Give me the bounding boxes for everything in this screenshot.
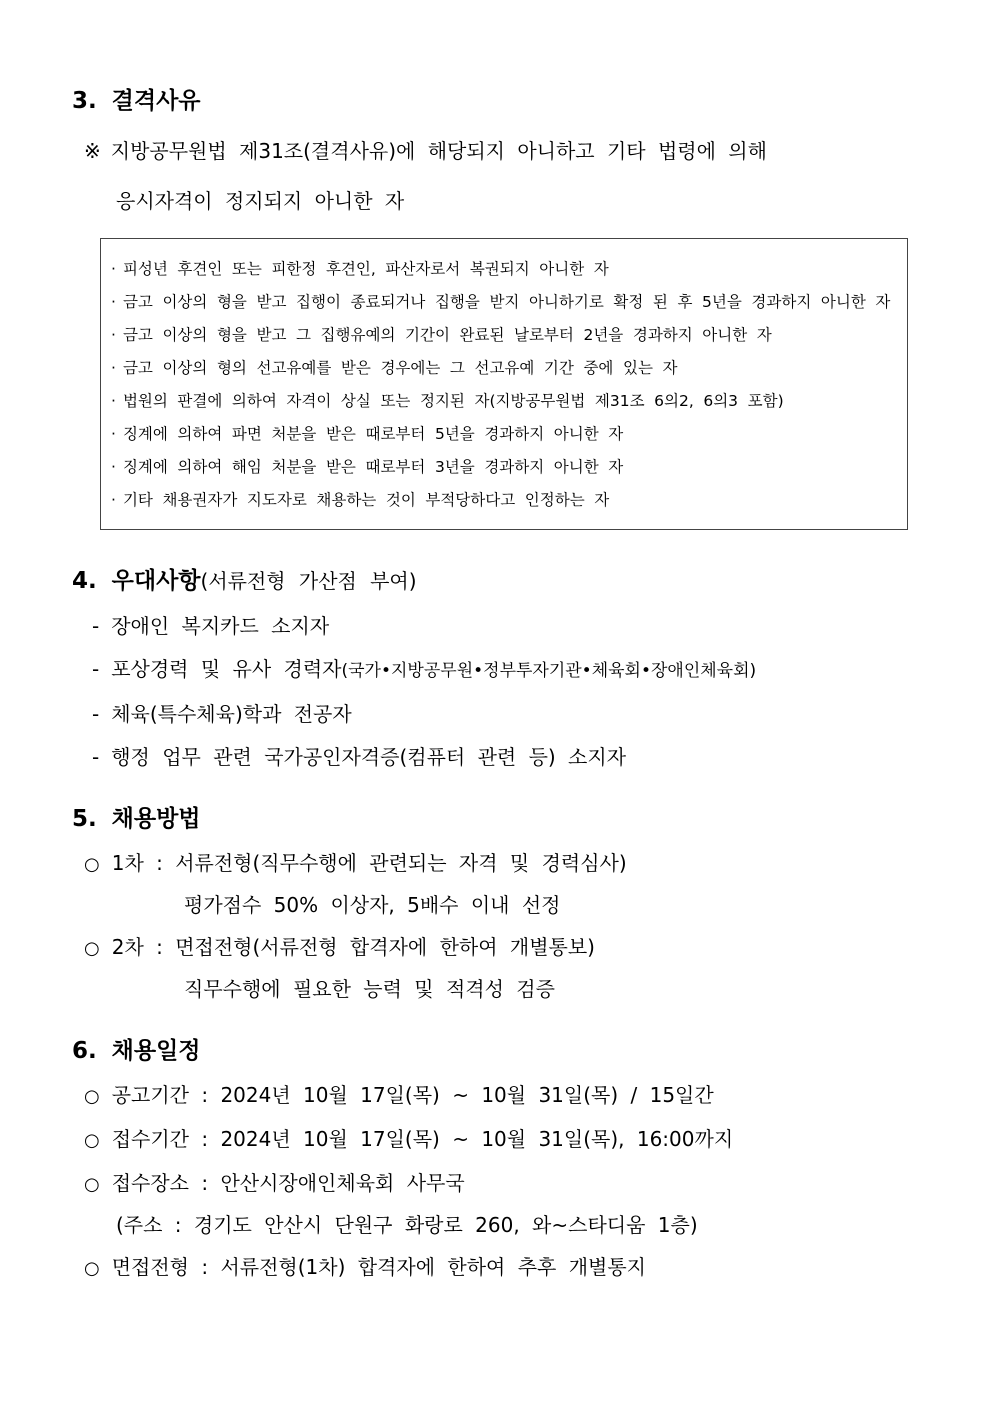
- circle-bullet-icon: ○: [84, 1174, 100, 1195]
- disqualification-item-text: 기타 채용권자가 지도자로 채용하는 것이 부적당하다고 인정하는 자: [122, 491, 610, 509]
- disqualification-item: [111, 253, 901, 286]
- dash-icon: -: [92, 745, 100, 769]
- circle-bullet-icon: ○: [84, 1130, 100, 1151]
- schedule-item-label: 접수기간 : 2024년 10월 17일(목) ~ 10월 31일(목), 16:00까지: [111, 1127, 734, 1151]
- circle-bullet-icon: ○: [84, 1258, 100, 1279]
- dash-icon: -: [92, 657, 100, 681]
- disqualification-box: [100, 238, 908, 530]
- section6-heading: 6. 채용일정: [72, 1038, 201, 1064]
- schedule-item: [72, 1170, 934, 1198]
- preference-item-paren: (국가•지방공무원•정부투자기관•체육회•장애인체육회): [341, 661, 757, 681]
- schedule-item-label: 면접전형 : 서류전형(1차) 합격자에 한하여 추후 개별통지: [111, 1255, 646, 1279]
- disqualification-item-text: 금고 이상의 형을 받고 그 집행유예의 기간이 완료된 날로부터 2년을 경과하지 아니한 자: [122, 326, 772, 344]
- dash-icon: -: [92, 614, 100, 638]
- schedule-item: [72, 1254, 934, 1282]
- disqualification-item: [111, 286, 901, 319]
- section3-heading: 3. 결격사유: [72, 88, 201, 114]
- schedule-item: [72, 1126, 934, 1154]
- section3-note-line1: [72, 136, 934, 166]
- bullet-dot-icon: ·: [111, 491, 116, 509]
- schedule-item-label: 공고기간 : 2024년 10월 17일(목) ~ 10월 31일(목) / 15일간: [111, 1083, 714, 1107]
- preference-item: [72, 656, 934, 684]
- preference-item-text: 행정 업무 관련 국가공인자격증(컴퓨터 관련 등) 소지자: [111, 745, 627, 769]
- circle-bullet-icon: ○: [84, 854, 100, 875]
- reference-mark-icon: ※: [84, 139, 101, 163]
- recruitment-round-label: 1차 : 서류전형(직무수행에 관련되는 자격 및 경력심사): [111, 851, 627, 875]
- preference-item-text: 포상경력 및 유사 경력자: [111, 657, 342, 681]
- schedule-item-address: (주소 : 경기도 안산시 단원구 화랑로 260, 와~스타디움 1층): [116, 1213, 698, 1237]
- disqualification-item-text: 징계에 의하여 파면 처분을 받은 때로부터 5년을 경과하지 아니한 자: [122, 425, 624, 443]
- preference-item: [72, 701, 934, 727]
- schedule-item: [72, 1082, 934, 1110]
- bullet-dot-icon: ·: [111, 458, 116, 476]
- recruitment-round: [72, 850, 934, 878]
- preference-item: [72, 613, 934, 639]
- disqualification-item-text: 금고 이상의 형을 받고 집행이 종료되거나 집행을 받지 아니하기로 확정 된 후 5년을 경과하지 아니한 자: [122, 293, 891, 311]
- disqualification-item-text: 금고 이상의 형의 선고유예를 받은 경우에는 그 선고유예 기간 중에 있는 자: [122, 359, 678, 377]
- preference-item-text: 장애인 복지카드 소지자: [111, 614, 330, 638]
- preference-item: [72, 744, 934, 770]
- disqualification-item-text: 피성년 후견인 또는 피한정 후견인, 파산자로서 복권되지 아니한 자: [122, 260, 609, 278]
- section4-heading-main: 4. 우대사항: [72, 568, 201, 594]
- bullet-dot-icon: ·: [111, 260, 116, 278]
- section3-note-text1: 지방공무원법 제31조(결격사유)에 해당되지 아니하고 기타 법령에 의해: [110, 139, 767, 163]
- bullet-dot-icon: ·: [111, 326, 116, 344]
- section5-heading: 5. 채용방법: [72, 806, 201, 832]
- circle-bullet-icon: ○: [84, 1086, 100, 1107]
- section3-note-line2: 응시자격이 정지되지 아니한 자: [116, 189, 405, 213]
- disqualification-item: [111, 385, 901, 418]
- preference-item-text: 체육(특수체육)학과 전공자: [111, 702, 352, 726]
- disqualification-item: [111, 352, 901, 385]
- recruitment-round-label: 2차 : 면접전형(서류전형 합격자에 한하여 개별통보): [111, 935, 595, 959]
- recruitment-round: [72, 934, 934, 962]
- disqualification-item-text: 징계에 의하여 해임 처분을 받은 때로부터 3년을 경과하지 아니한 자: [122, 458, 624, 476]
- bullet-dot-icon: ·: [111, 359, 116, 377]
- schedule-item-label: 접수장소 : 안산시장애인체육회 사무국: [111, 1171, 465, 1195]
- disqualification-item-text: 법원의 판결에 의하여 자격이 상실 또는 정지된 자(지방공무원법 제31조 6의2, 6의3 포함): [122, 392, 784, 410]
- circle-bullet-icon: ○: [84, 938, 100, 959]
- bullet-dot-icon: ·: [111, 293, 116, 311]
- section4-heading: [72, 566, 934, 596]
- recruitment-round-detail: 평가점수 50% 이상자, 5배수 이내 선정: [184, 893, 561, 917]
- section4-heading-suffix: (서류전형 가산점 부여): [200, 569, 417, 593]
- recruitment-round-detail: 직무수행에 필요한 능력 및 적격성 검증: [184, 977, 555, 1001]
- disqualification-item: [111, 319, 901, 352]
- disqualification-item: [111, 451, 901, 484]
- bullet-dot-icon: ·: [111, 392, 116, 410]
- disqualification-item: [111, 484, 901, 517]
- bullet-dot-icon: ·: [111, 425, 116, 443]
- disqualification-item: [111, 418, 901, 451]
- dash-icon: -: [92, 702, 100, 726]
